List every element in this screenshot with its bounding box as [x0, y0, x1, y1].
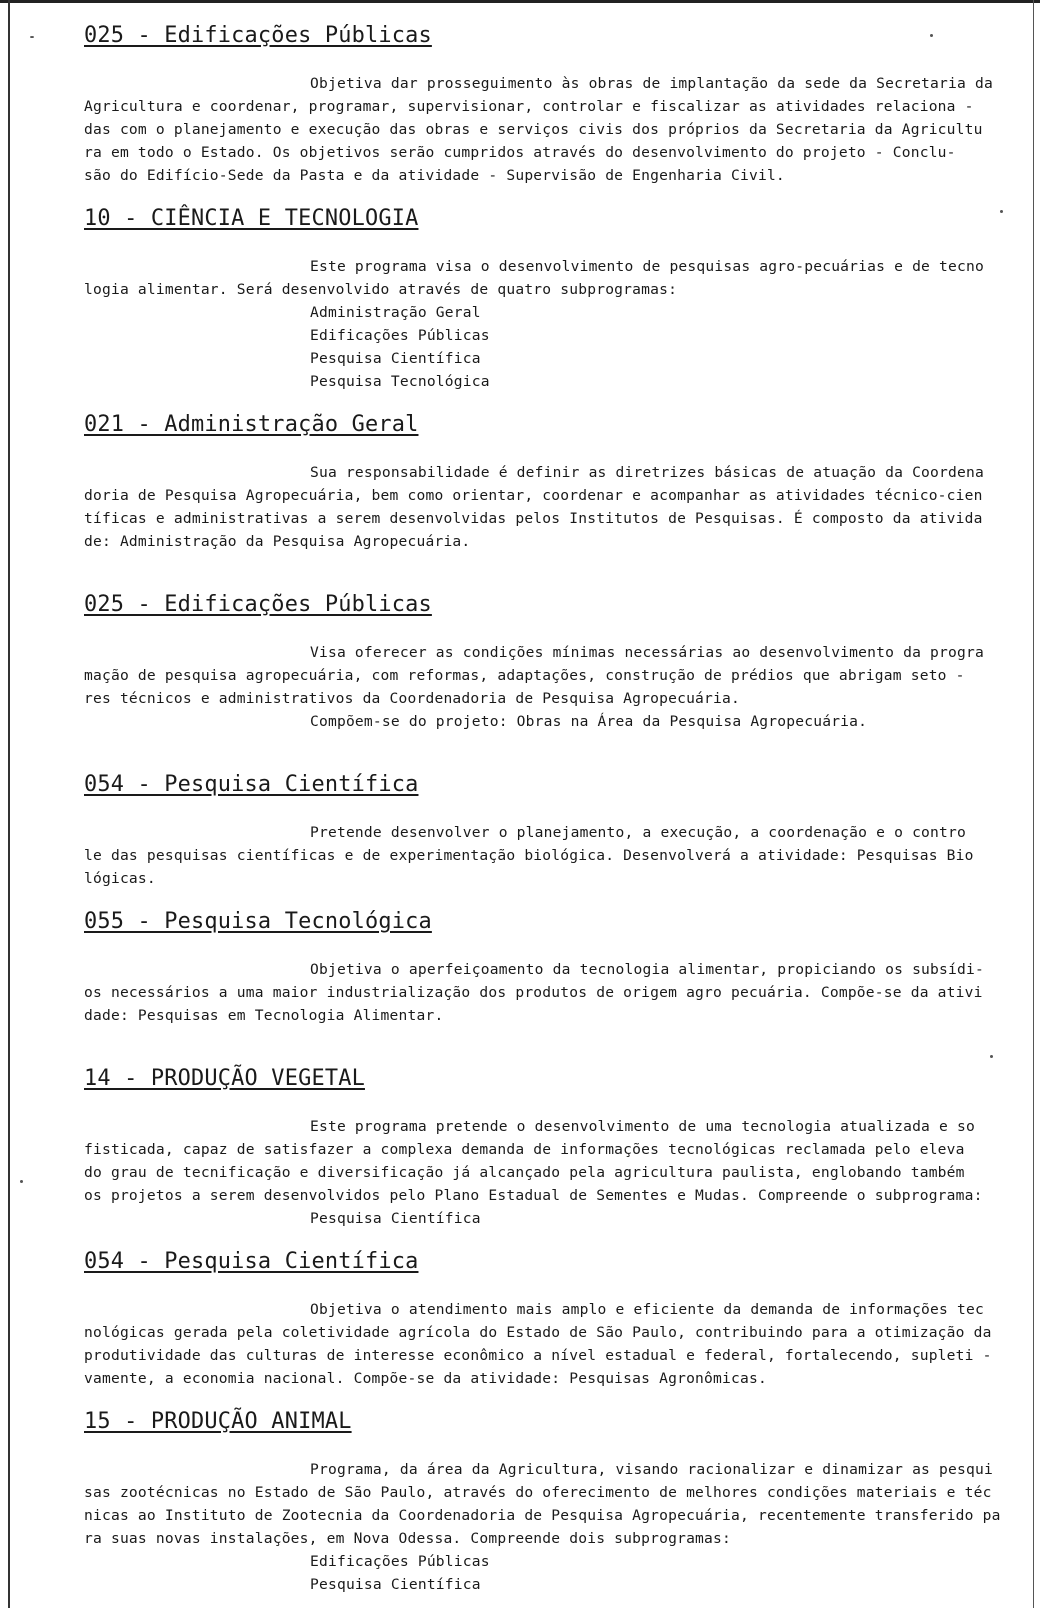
list-item: Administração Geral [310, 304, 481, 321]
section-paragraph [84, 1458, 1001, 1550]
section-heading: 025 - Edificações Públicas [84, 592, 432, 617]
section-15-producao-animal [84, 1409, 1001, 1596]
page-left-border [8, 0, 10, 1608]
list-item: Pesquisa Científica [310, 1210, 481, 1227]
section-paragraph [84, 461, 989, 553]
paragraph-line: vamente, a economia nacional. Compõe-se da atividade: Pesquisas Agronômicas. [84, 1370, 767, 1387]
section-heading: 15 - PRODUÇÃO ANIMAL [84, 1409, 352, 1434]
paragraph-line: fisticada, capaz de satisfazer a complexa demanda de informações tecnológicas reclamada pelo eleva [84, 1141, 965, 1158]
paragraph-line: Objetiva o aperfeiçoamento da tecnologia alimentar, propiciando os subsídi- [310, 961, 984, 978]
paragraph-line: Pretende desenvolver o planejamento, a execução, a coordenação e o contro [310, 824, 966, 841]
paragraph-line: os necessários a uma maior industrialização dos produtos de origem agro pecuária. Compõe-se da ativi [84, 984, 983, 1001]
section-heading: 025 - Edificações Públicas [84, 23, 432, 48]
paragraph-line: doria de Pesquisa Agropecuária, bem como orientar, coordenar e acompanhar as atividades técnico-cien [84, 487, 983, 504]
paragraph-line: tíficas e administrativas a serem desenvolvidas pelos Institutos de Pesquisas. É composto da ativida [84, 510, 983, 527]
subprogram-list [84, 301, 989, 393]
section-paragraph [84, 255, 989, 301]
paragraph-line: logia alimentar. Será desenvolvido através de quatro subprogramas: [84, 281, 678, 298]
paragraph-line: Agricultura e coordenar, programar, supervisionar, controlar e fiscalizar as atividades relaciona - [84, 98, 974, 115]
section-054-pesquisa-cientifica-2 [84, 1249, 992, 1390]
section-021-administracao-geral [84, 413, 989, 553]
list-item: Edificações Públicas [310, 327, 490, 344]
paragraph-line: le das pesquisas científicas e de experimentação biológica. Desenvolverá a atividade: Pesquisas Bio [84, 847, 974, 864]
paragraph-line: Programa, da área da Agricultura, visando racionalizar e dinamizar as pesqui [310, 1461, 993, 1478]
section-heading: 054 - Pesquisa Científica [84, 772, 419, 797]
section-heading: 054 - Pesquisa Científica [84, 1249, 419, 1274]
list-item: Edificações Públicas [310, 1553, 490, 1570]
document-body [84, 23, 1001, 1596]
section-14-producao-vegetal [84, 1067, 989, 1230]
paragraph-line: sas zootécnicas no Estado de São Paulo, através do oferecimento de melhores condições materiais e téc [84, 1484, 992, 1501]
paragraph-line: ra em todo o Estado. Os objetivos serão cumpridos através do desenvolvimento do projeto - Conclu- [84, 144, 956, 161]
paragraph-line: os projetos a serem desenvolvidos pelo Plano Estadual de Sementes e Mudas. Compreende o subprograma: [84, 1187, 983, 1204]
scan-speck [930, 34, 933, 37]
paragraph-line: Objetiva dar prosseguimento às obras de implantação da sede da Secretaria da [310, 75, 993, 92]
section-heading: 14 - PRODUÇÃO VEGETAL [84, 1066, 365, 1091]
section-paragraph [84, 958, 989, 1027]
section-paragraph [84, 821, 989, 890]
section-heading: 055 - Pesquisa Tecnológica [84, 909, 432, 934]
paragraph-line: Este programa pretende o desenvolvimento de uma tecnologia atualizada e so [310, 1118, 975, 1135]
paragraph-line: Compõem-se do projeto: Obras na Área da Pesquisa Agropecuária. [310, 713, 868, 730]
section-10-ciencia-e-tecnologia [84, 207, 989, 393]
page-right-border [1033, 0, 1034, 1608]
section-paragraph [84, 1298, 992, 1390]
section-heading: 021 - Administração Geral [84, 412, 419, 437]
subprogram-list [84, 1207, 989, 1230]
paragraph-line: lógicas. [84, 870, 156, 887]
paragraph-line: res técnicos e administrativos da Coordenadoria de Pesquisa Agropecuária. [84, 690, 740, 707]
list-item: Pesquisa Tecnológica [310, 373, 490, 390]
list-item: Pesquisa Científica [310, 350, 481, 367]
scan-speck [30, 36, 34, 38]
paragraph-line: Este programa visa o desenvolvimento de pesquisas agro-pecuárias e de tecno [310, 258, 984, 275]
section-paragraph [84, 641, 989, 733]
section-025-edificacoes-publicas-2 [84, 593, 989, 733]
paragraph-line: são do Edifício-Sede da Pasta e da atividade - Supervisão de Engenharia Civil. [84, 167, 785, 184]
section-025-edificacoes-publicas [84, 23, 993, 187]
paragraph-line: Sua responsabilidade é definir as diretrizes básicas de atuação da Coordena [310, 464, 984, 481]
page-top-border [0, 0, 1040, 3]
scan-speck [20, 1180, 23, 1183]
paragraph-line: nicas ao Instituto de Zootecnia da Coordenadoria de Pesquisa Agropecuária, recentemente transferido pa [84, 1507, 1001, 1524]
paragraph-line: dade: Pesquisas em Tecnologia Alimentar. [84, 1007, 444, 1024]
section-paragraph [84, 72, 993, 187]
paragraph-line: de: Administração da Pesquisa Agropecuária. [84, 533, 471, 550]
scan-speck [990, 1055, 993, 1058]
paragraph-line: Visa oferecer as condições mínimas necessárias ao desenvolvimento da progra [310, 644, 984, 661]
list-item: Pesquisa Científica [310, 1576, 481, 1593]
paragraph-line: mação de pesquisa agropecuária, com reformas, adaptações, construção de prédios que abrigam seto - [84, 667, 965, 684]
section-heading: 10 - CIÊNCIA E TECNOLOGIA [84, 206, 419, 231]
section-054-pesquisa-cientifica [84, 773, 989, 890]
subprogram-list [84, 1550, 989, 1596]
paragraph-line: produtividade das culturas de interesse econômico a nível estadual e federal, fortalecendo, supleti - [84, 1347, 992, 1364]
section-055-pesquisa-tecnologica [84, 910, 989, 1027]
paragraph-line: das com o planejamento e execução das obras e serviços civis dos próprios da Secretaria da Agricultu [84, 121, 983, 138]
paragraph-line: nológicas gerada pela coletividade agrícola do Estado de São Paulo, contribuindo para a otimização da [84, 1324, 992, 1341]
paragraph-line: ra suas novas instalações, em Nova Odessa. Compreende dois subprogramas: [84, 1530, 732, 1547]
paragraph-line: do grau de tecnificação e diversificação já alcançado pela agricultura paulista, englobando também [84, 1164, 965, 1181]
paragraph-line: Objetiva o atendimento mais amplo e eficiente da demanda de informações tec [310, 1301, 984, 1318]
scan-speck [1000, 210, 1003, 213]
section-paragraph [84, 1115, 989, 1207]
